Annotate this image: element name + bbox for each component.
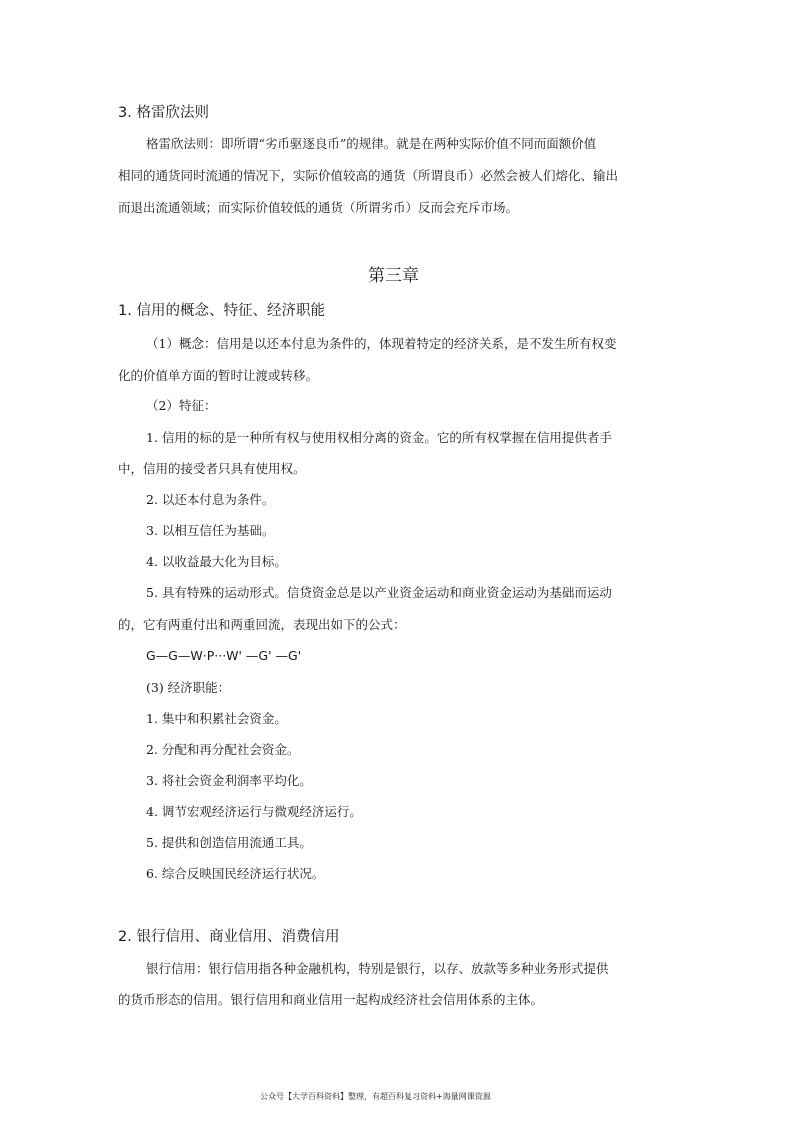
function-item: 4. 调节宏观经济运行与微观经济运行。: [146, 804, 362, 819]
feature-line: 3. 以相互信任为基础。: [146, 523, 275, 538]
paragraph-line: 格雷欣法则：即所谓“劣币驱逐良币”的规律。就是在两种实际价值不同而面额价值: [146, 136, 597, 151]
feature-line: 中，信用的接受者只具有使用权。: [118, 461, 306, 476]
section-2-heading: 2. 银行信用、商业信用、消费信用: [118, 929, 340, 945]
functions-label: (3) 经济职能：: [146, 680, 231, 695]
paragraph-line: 银行信用：银行信用指各种金融机构，特别是银行，以存、放款等多种业务形式提供: [146, 961, 609, 976]
feature-line: 4. 以收益最大化为目标。: [146, 554, 287, 569]
function-item: 1. 集中和积累社会资金。: [146, 711, 287, 726]
concept-line: （1）概念：信用是以还本付息为条件的，体现着特定的经济关系，是不发生所有权变: [146, 336, 617, 351]
function-item: 2. 分配和再分配社会资金。: [146, 742, 300, 757]
credit-heading: 1. 信用的概念、特征、经济职能: [118, 303, 325, 319]
page-footer: 公众号【大学百科资料】整理，有超百科复习资料+海量网课资源: [260, 1092, 491, 1101]
function-item: 5. 提供和创造信用流通工具。: [146, 835, 312, 850]
features-label: （2）特征：: [146, 398, 217, 413]
paragraph-line: 而退出流通领域；而实际价值较低的通货（所谓劣币）反而会充斥市场。: [118, 200, 519, 215]
function-item: 6. 综合反映国民经济运行状况。: [146, 866, 325, 881]
feature-line: 2. 以还本付息为条件。: [146, 492, 275, 507]
paragraph-line: 的货币形态的信用。银行信用和商业信用一起构成经济社会信用体系的主体。: [118, 992, 544, 1007]
concept-line: 化的价值单方面的暂时让渡或转移。: [118, 368, 319, 383]
feature-line: 1. 信用的标的是一种所有权与使用权相分离的资金。它的所有权掌握在信用提供者手: [146, 430, 612, 445]
section-3-heading: 3. 格雷欣法则: [118, 105, 209, 121]
chapter-title: 第三章: [368, 266, 419, 286]
feature-line: 的，它有两重付出和两重回流，表现出如下的公式：: [118, 617, 406, 632]
feature-line: 5. 具有特殊的运动形式。信贷资金总是以产业资金运动和商业资金运动为基础而运动: [146, 585, 612, 600]
paragraph-line: 相同的通货同时流通的情况下，实际价值较高的通货（所谓良币）必然会被人们熔化、输出: [118, 168, 619, 183]
credit-formula: G—G—W·P···W' —G' —G': [146, 648, 302, 663]
function-item: 3. 将社会资金利润率平均化。: [146, 773, 312, 788]
